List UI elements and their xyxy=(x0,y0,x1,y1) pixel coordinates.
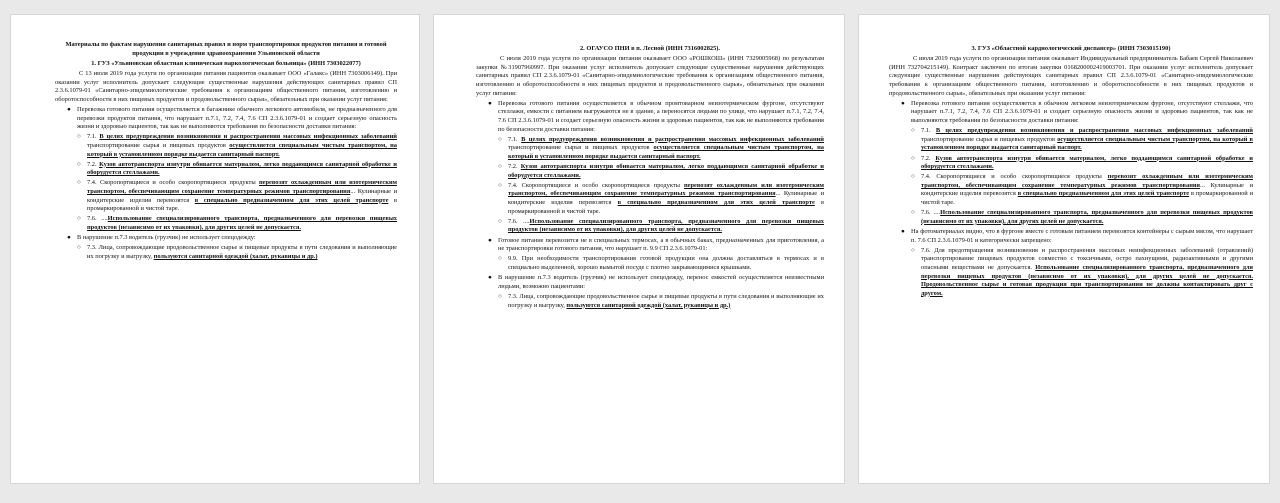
bullet-icon: ● xyxy=(901,99,905,107)
rule-7-1: ○ 7.1. В целях предупреждения возникновения и распространения массовых инфекционных заболеваний транспортирование сырья и пищевых продуктов осуществляется специальным чистым транспортом, на который в установленном порядке выдается санитарный паспорт. xyxy=(498,135,824,160)
document-page-2 xyxy=(433,14,845,484)
circle-bullet-icon: ○ xyxy=(498,181,502,189)
bullet-item: ● Перевозка готового питания осуществляется в обычном промтоварном неизотермическом фургоне, отсутствуют стеллажи, емкости с питанием выгружаются не в здание, а переносятся людьми по улице, что нарушает п.7.1, 7.2, 7.4, 7.6 СП 2.3.6.1079-01 и создает серьезную опасность жизни и здоровью пациентов, так как не выполняются требования по безопасности доставки питания: xyxy=(488,99,824,133)
circle-bullet-icon: ○ xyxy=(498,255,502,263)
bullet-icon: ● xyxy=(488,99,492,107)
rule-7-2: ○ 7.2. Кузов автотранспорта изнутри обивается материалом, легко поддающимся санитарной обработке и оборудуется стеллажами. xyxy=(498,163,824,179)
rule-7-6: ○ 7.6. ....Использование специализированного транспорта, предназначенного для перевозки пищевых продуктов (независимо от их упаковки), для других целей не допускается. xyxy=(498,217,825,234)
bullet-item: ● На фотоматериалах видно, что в фургоне вместе с готовым питанием перевозятся контейнеры с сырым мясом, что нарушает п. 7.6 СП 2.3.6.1079-01 и категорически запрещено: xyxy=(901,228,1253,244)
circle-bullet-icon: ○ xyxy=(77,215,81,223)
intro-paragraph: С 13 июля 2019 года услуги по организации питания пациентов оказывает ООО «Галакс» (ИНН 7303006149). При оказании услуг исполнитель допускает следующие существенные нарушения действующих санитарных правил СП 2.3.6.1079-01 «Санитарно-эпидемиологические требования к организациям общественного питания, изготовлению и оборотоспособности в них пищевых продуктов и продовольственного сырья», обязательных при оказании услуг питания: xyxy=(55,69,397,103)
rule-7-2: ○ 7.2. Кузов автотранспорта изнутри обивается материалом, легко поддающимся санитарной обработке и оборудуется стеллажами. xyxy=(77,160,397,177)
rule-7-3: ○ 7.3. Лица, сопровождающие продовольственное сырье и пищевые продукты в пути следования и выполняющие их погрузку и выгрузку, пользуются санитарной одеждой (халат, рукавицы и др.) xyxy=(77,244,397,260)
document-page-3 xyxy=(858,14,1270,484)
circle-bullet-icon: ○ xyxy=(77,244,81,252)
bullet-item: ● В нарушение п.7.3 водитель (грузчик) не использует спецодежду, перенос емкостей осуществляется неизвестными людьми, возможно пациентами: xyxy=(488,274,824,290)
intro-paragraph: С июля 2019 года услуги по организации питания оказывает ООО «РОШКОШ» (ИНН 7329005968) по результатам закупки №31907960997. При оказании услуг исполнитель допускает следующие существенные нарушения действующих санитарных правил СП 2.3.6.1079-01 «Санитарно-эпидемиологические требования к организациям общественного питания, изготовлению и оборотоспособности в них пищевых продуктов и продовольственного сырья», обязательных при оказании услуг питания: xyxy=(476,55,824,97)
rule-7-6: ○ 7.6. ....Использование специализированного транспорта, предназначенного для перевозки пищевых продуктов (независимо от их упаковки), для других целей не допускается. xyxy=(77,215,398,232)
intro-paragraph: С июля 2019 года услуги по организации питания оказывает Индивидуальный предприниматель Бабаев Сергей Николаевич (ИНН 732704215149). Контракт заключен по итогам закупки 0168200002419003701. При оказании услуг исполнитель допускает следующие существенные нарушения действующих санитарных правил СП 2.3.6.1079-01 «Санитарно-эпидемиологические требования к организациям общественного питания, изготовлению и оборотоспособности в них пищевых продуктов и продовольственного сырья», обязательных при оказании услуг питания: xyxy=(889,55,1253,97)
circle-bullet-icon: ○ xyxy=(911,246,915,254)
bullet-icon: ● xyxy=(67,105,71,113)
circle-bullet-icon: ○ xyxy=(911,173,915,181)
bullet-icon: ● xyxy=(488,274,492,282)
circle-bullet-icon: ○ xyxy=(498,217,502,225)
bullet-item: ● Готовое питание перевозится не в специальных термосах, а в обычных баках, предназначенных для приготовления, а не транспортировки готового питания, что нарушает п. 9.9 СП 2.3.6.1079-01: xyxy=(488,236,824,253)
bullet-icon: ● xyxy=(67,234,71,242)
rule-7-6-extra: ○ 7.6. Для предотвращения возникновения и распространения массовых неинфекционных заболеваний (отравлений) транспортирование пищевых продуктов совместно с токсичными, остро пахнущими, радиоактивными и другими опасными веществами не допускается. Использование специализированного транспорта, предназначенного для перевозки пищевых продуктов (независимо от их упаковки), для других целей не допускается. Продовольственное сырье и готовая продукция при транспортировании не должны контактировать друг с другом. xyxy=(911,246,1253,297)
document-title: Материалы по фактам нарушения санитарных правил и норм транспортировки продуктов питания и готовой продукции в учреждения здравоохранения Ульяновской области xyxy=(65,41,387,57)
circle-bullet-icon: ○ xyxy=(911,209,915,217)
bullet-item: ● В нарушение п.7.3 водитель (грузчик) не использует спецодежду: xyxy=(67,234,256,242)
rule-7-6: ○ 7.6. ....Использование специализированного транспорта, предназначенного для перевозки пищевых продуктов (независимо от их упаковки), для других целей не допускается. xyxy=(911,209,1253,225)
circle-bullet-icon: ○ xyxy=(911,127,915,135)
organization-heading: 2. ОГАУСО ПНИ в п. Лесной (ИНН 7316002825). xyxy=(579,45,721,52)
circle-bullet-icon: ○ xyxy=(498,163,502,171)
rule-7-4: ○ 7.4. Скоропортящиеся и особо скоропортящиеся продукты перевозят охлажденным или изотермическим транспортом, обеспечивающим сохранение температурных режимов транспортирования... Кулинарные и кондитерские изделия перевозятся в специально предназначенном для этих целей транспорте в промаркированной и чистой таре. xyxy=(911,173,1253,207)
circle-bullet-icon: ○ xyxy=(911,154,915,162)
rule-7-1: ○ 7.1. В целях предупреждения возникновения и распространения массовых инфекционных заболеваний транспортирование сырья и пищевых продуктов осуществляется специальным чистым транспортом, на который в установленном порядке выдается санитарный паспорт. xyxy=(77,133,397,158)
circle-bullet-icon: ○ xyxy=(77,160,81,168)
bullet-icon: ● xyxy=(488,236,492,244)
organization-heading: 1. ГУЗ «Ульяновская областная клиническая наркологическая больница» (ИНН 7303022077) xyxy=(91,59,361,67)
rule-9-9: ○ 9.9. При необходимости транспортирования готовой продукции она должна доставляться в термосах и в специально выделенной, хорошо вымытой посуде с плотно закрывающимися крышками. xyxy=(498,255,824,271)
organization-heading: 3. ГУЗ «Областной кардиологический диспансер» (ИНН 7303015190) xyxy=(971,45,1171,52)
rule-7-3: ○ 7.3. Лица, сопровождающие продовольственное сырье и пищевые продукты в пути следования и выполняющие их погрузку и выгрузку, пользуются санитарной одеждой (халат, рукавицы и др.) xyxy=(498,292,824,309)
circle-bullet-icon: ○ xyxy=(77,133,81,141)
rule-7-4: ○ 7.4. Скоропортящиеся и особо скоропортящиеся продукты перевозят охлажденным или изотермическим транспортом, обеспечивающим сохранение температурных режимов транспортирования... Кулинарные и кондитерские изделия перевозятся в специально предназначенном для этих целей транспорте в промаркированной и чистой таре. xyxy=(77,179,397,213)
circle-bullet-icon: ○ xyxy=(77,179,81,187)
rule-7-1: ○ 7.1. В целях предупреждения возникновения и распространения массовых инфекционных заболеваний транспортирование сырья и пищевых продуктов осуществляется специальным чистым транспортом, на который в установленном порядке выдается санитарный паспорт. xyxy=(911,127,1253,152)
bullet-item: ● Перевозка готового питания осуществляется в багажнике обычного легкового автомобиля, не предназначенного для перевозки продуктов питания, что нарушает п.7.1, 7.2, 7.4, 7.6 СП 2.3.6.1079-01 и создает серьезную опасность жизни и здоровью пациентов, так как не выполняются требования по безопасности доставки питания: xyxy=(67,105,397,131)
bullet-icon: ● xyxy=(901,228,905,236)
rule-7-4: ○ 7.4. Скоропортящиеся и особо скоропортящиеся продукты перевозят охлажденным или изотермическим транспортом, обеспечивающим сохранение температурных режимов транспортирования... Кулинарные и кондитерские изделия перевозятся в специально предназначенном для этих целей транспорте в промаркированной и чистой таре. xyxy=(498,181,824,215)
document-page-1 xyxy=(10,14,420,484)
circle-bullet-icon: ○ xyxy=(498,135,502,143)
rule-7-2: ○ 7.2. Кузов автотранспорта изнутри обивается материалом, легко поддающимся санитарной обработке и оборудуется стеллажами. xyxy=(911,154,1253,171)
bullet-item: ● Перевозка готового питания осуществляется в обычном легковом неизотермическом фургоне, отсутствуют стеллажи, что нарушает п.7.1, 7.2, 7.4, 7.6 СП 2.3.6.1079-01 и создает серьезную опасность жизни и здоровью пациентов, так как не выполняются требования по безопасности доставки питания: xyxy=(901,99,1253,124)
circle-bullet-icon: ○ xyxy=(498,292,502,300)
